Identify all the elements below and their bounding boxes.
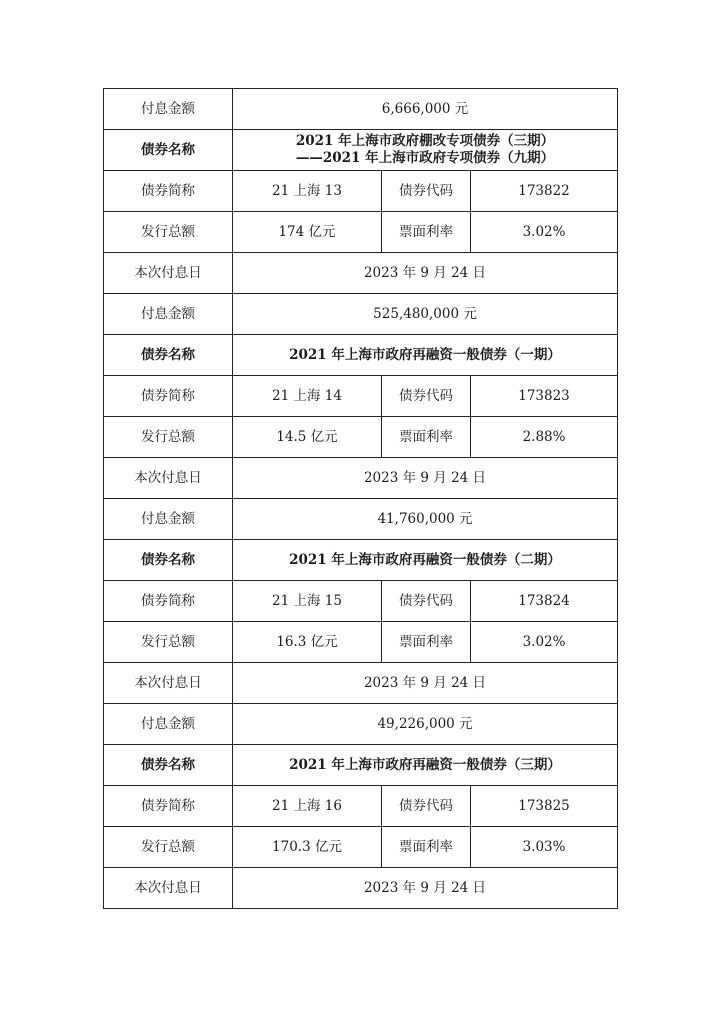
table-row: [104, 868, 618, 909]
table-row: [104, 417, 618, 458]
bond-name-line: 2021 年上海市政府棚改专项债券（三期）: [295, 133, 555, 149]
pay-amount-label: 付息金额: [104, 704, 233, 745]
coupon-rate-label: 票面利率: [382, 622, 471, 663]
bond-code-label: 债券代码: [382, 376, 471, 417]
bond-name-value: 2021 年上海市政府再融资一般债券（二期）: [233, 540, 618, 581]
total-issue-label: 发行总额: [104, 622, 233, 663]
total-issue-label: 发行总额: [104, 212, 233, 253]
table-row: [104, 294, 618, 335]
table-row: [104, 130, 618, 171]
short-name-value: 21 上海 13: [233, 171, 382, 212]
pay-amount-label: 付息金额: [104, 89, 233, 130]
pay-amount-value: 41,760,000 元: [233, 499, 618, 540]
pay-date-label: 本次付息日: [104, 458, 233, 499]
bond-code-label: 债券代码: [382, 786, 471, 827]
short-name-value: 21 上海 16: [233, 786, 382, 827]
coupon-rate-value: 3.02%: [471, 622, 618, 663]
bond-code-value: 173823: [471, 376, 618, 417]
table-row: [104, 171, 618, 212]
bond-code-value: 173825: [471, 786, 618, 827]
table-row: [104, 89, 618, 130]
pay-date-label: 本次付息日: [104, 663, 233, 704]
total-issue-label: 发行总额: [104, 417, 233, 458]
table-row: [104, 376, 618, 417]
pay-date-value: 2023 年 9 月 24 日: [233, 663, 618, 704]
bond-name-label: 债券名称: [104, 540, 233, 581]
bond-name-label: 债券名称: [104, 130, 233, 171]
short-name-label: 债券简称: [104, 581, 233, 622]
total-issue-value: 16.3 亿元: [233, 622, 382, 663]
coupon-rate-label: 票面利率: [382, 212, 471, 253]
bond-name-value: 2021 年上海市政府再融资一般债券（一期）: [233, 335, 618, 376]
table-row: [104, 581, 618, 622]
pay-amount-value: 6,666,000 元: [233, 89, 618, 130]
pay-date-label: 本次付息日: [104, 868, 233, 909]
pay-amount-value: 525,480,000 元: [233, 294, 618, 335]
pay-date-value: 2023 年 9 月 24 日: [233, 868, 618, 909]
table-row: [104, 704, 618, 745]
pay-amount-value: 49,226,000 元: [233, 704, 618, 745]
total-issue-value: 170.3 亿元: [233, 827, 382, 868]
bond-code-label: 债券代码: [382, 171, 471, 212]
coupon-rate-label: 票面利率: [382, 417, 471, 458]
table-row: [104, 335, 618, 376]
table-row: [104, 745, 618, 786]
bond-interest-table: [103, 88, 618, 909]
table-row: [104, 458, 618, 499]
table-row: [104, 212, 618, 253]
short-name-label: 债券简称: [104, 376, 233, 417]
short-name-label: 债券简称: [104, 786, 233, 827]
pay-amount-label: 付息金额: [104, 294, 233, 335]
bond-name-value: [233, 130, 618, 171]
table-row: [104, 786, 618, 827]
short-name-value: 21 上海 14: [233, 376, 382, 417]
coupon-rate-value: 2.88%: [471, 417, 618, 458]
pay-date-label: 本次付息日: [104, 253, 233, 294]
short-name-value: 21 上海 15: [233, 581, 382, 622]
bond-name-label: 债券名称: [104, 335, 233, 376]
pay-amount-label: 付息金额: [104, 499, 233, 540]
total-issue-label: 发行总额: [104, 827, 233, 868]
bond-name-value: 2021 年上海市政府再融资一般债券（三期）: [233, 745, 618, 786]
bond-code-value: 173822: [471, 171, 618, 212]
table-row: [104, 622, 618, 663]
pay-date-value: 2023 年 9 月 24 日: [233, 458, 618, 499]
bond-code-label: 债券代码: [382, 581, 471, 622]
total-issue-value: 174 亿元: [233, 212, 382, 253]
table-row: [104, 663, 618, 704]
table-row: [104, 499, 618, 540]
coupon-rate-value: 3.02%: [471, 212, 618, 253]
table-row: [104, 827, 618, 868]
pay-date-value: 2023 年 9 月 24 日: [233, 253, 618, 294]
bond-name-line: ——2021 年上海市政府专项债券（九期）: [295, 150, 555, 166]
coupon-rate-value: 3.03%: [471, 827, 618, 868]
bond-code-value: 173824: [471, 581, 618, 622]
short-name-label: 债券简称: [104, 171, 233, 212]
bond-name-label: 债券名称: [104, 745, 233, 786]
coupon-rate-label: 票面利率: [382, 827, 471, 868]
table-row: [104, 540, 618, 581]
total-issue-value: 14.5 亿元: [233, 417, 382, 458]
table-row: [104, 253, 618, 294]
